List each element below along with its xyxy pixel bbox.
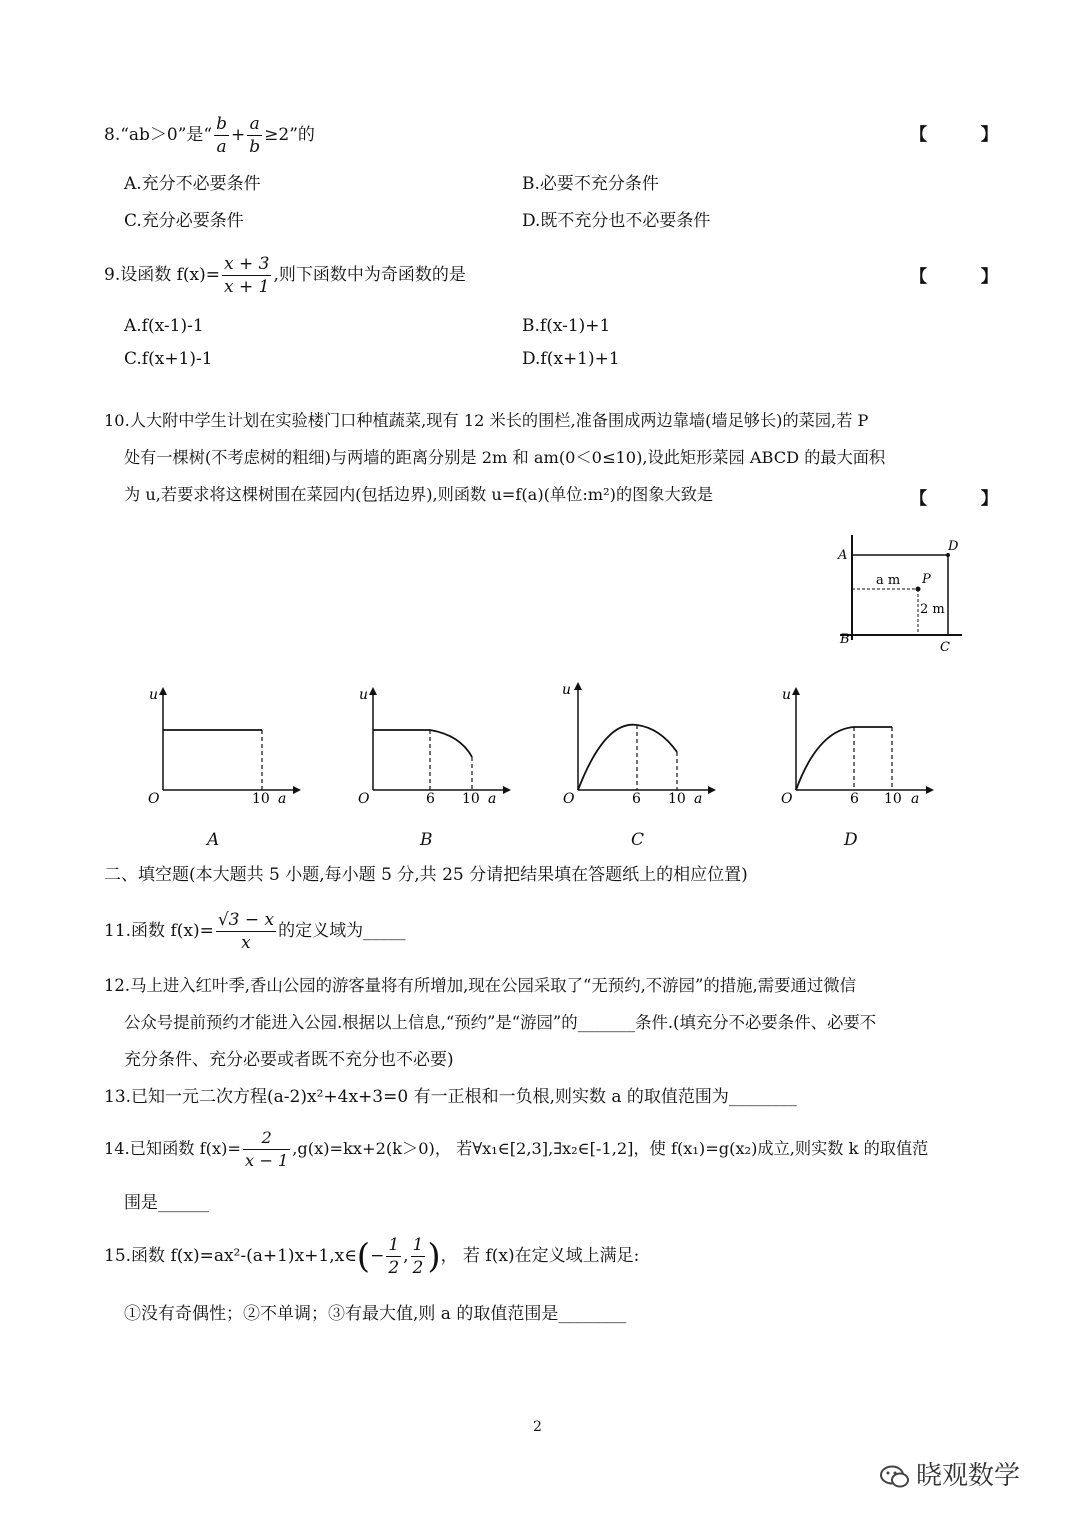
q8-plus: + bbox=[231, 125, 246, 145]
graph-b-t6: 6 bbox=[426, 791, 435, 807]
watermark-text: 晓观数学 bbox=[916, 1461, 1021, 1491]
q15-prefix: 15.函数 f(x)=ax²-(a+1)x+1,x∈ bbox=[104, 1246, 357, 1266]
graph-c-t6: 6 bbox=[632, 791, 641, 807]
wechat-icon bbox=[880, 1465, 910, 1489]
q9-prefix: 9.设函数 f(x)= bbox=[104, 265, 221, 285]
q15-interval-close: ) bbox=[427, 1236, 441, 1277]
q14-prefix: 14.已知函数 f(x)= bbox=[104, 1139, 241, 1158]
watermark-logo bbox=[880, 1455, 1020, 1492]
fig-label-d: D bbox=[948, 539, 959, 554]
q15-comma: , bbox=[403, 1246, 409, 1266]
graph-d-t6: 6 bbox=[850, 791, 859, 807]
section2-heading: 二、填空题(本大题共 5 小题,每小题 5 分,共 25 分请把结果填在答题纸上的相应位置) bbox=[104, 865, 748, 885]
graph-c-t10: 10 bbox=[668, 791, 686, 807]
q8-option-a: A.充分不必要条件 bbox=[124, 174, 261, 194]
graph-a-label: A bbox=[207, 830, 220, 850]
q12-line2: 公众号提前预约才能进入公园.根据以上信息,“预约”是“游园”的_______条件.(填充分不必要条件、必要不 bbox=[124, 1013, 877, 1032]
q15-stem bbox=[104, 1230, 639, 1282]
q15-interval: ( bbox=[356, 1236, 371, 1277]
q9-frac bbox=[222, 253, 271, 298]
graph-c-u: u bbox=[562, 682, 572, 698]
graph-c-a: a bbox=[694, 791, 703, 807]
q11-prefix: 11.函数 f(x)= bbox=[104, 921, 214, 941]
q15-frac1-den: 2 bbox=[388, 1258, 400, 1278]
q9-frac-den: x + 1 bbox=[224, 277, 270, 297]
fig-label-a: A bbox=[838, 548, 848, 563]
q8-frac2-num: a bbox=[247, 113, 262, 136]
q15-frac2-num: 1 bbox=[412, 1235, 424, 1255]
q13-text: 13.已知一元二次方程(a-2)x²+4x+3=0 有一正根和一负根,则实数 a 的取值范围为________ bbox=[104, 1087, 797, 1107]
q11-frac bbox=[216, 909, 276, 954]
q9-option-b: B.f(x-1)+1 bbox=[522, 316, 611, 336]
q14-frac bbox=[243, 1127, 290, 1172]
fig-label-c: C bbox=[940, 640, 950, 655]
graph-d-a: a bbox=[911, 791, 920, 807]
graph-a-o: O bbox=[148, 791, 160, 807]
q15-minus: − bbox=[370, 1246, 385, 1266]
q12-line3: 充分条件、充分必要或者既不充分也不必要) bbox=[124, 1050, 454, 1070]
q12-line1: 12.马上进入红叶季,香山公园的游客量将有所增加,现在公园采取了“无预约,不游园”的措施,需要通过微信 bbox=[104, 976, 857, 995]
graph-d-u: u bbox=[782, 687, 792, 703]
graph-d-t10: 10 bbox=[884, 791, 902, 807]
page-number: 2 bbox=[533, 1419, 542, 1435]
graph-c bbox=[560, 680, 720, 810]
q15-frac2 bbox=[411, 1234, 426, 1279]
graph-d bbox=[778, 685, 938, 810]
q8-frac1-num: b bbox=[216, 114, 228, 134]
q8-suffix: ≥2”的 bbox=[264, 125, 315, 145]
graph-d-o: O bbox=[781, 791, 793, 807]
q15-frac2-den: 2 bbox=[412, 1258, 424, 1278]
q8-stem bbox=[104, 110, 315, 160]
q14-line2: 围是______ bbox=[124, 1193, 209, 1213]
graph-c-o: O bbox=[563, 791, 575, 807]
q8-prefix: 8.“ab＞0”是“ bbox=[104, 125, 213, 145]
graph-b-a: a bbox=[488, 791, 497, 807]
q8-frac2-den: b bbox=[249, 137, 261, 157]
q8-frac1-den: a bbox=[216, 137, 227, 157]
q10-line3: 为 u,若要求将这棵树围在菜园内(包括边界),则函数 u=f(a)(单位:m²)的图象大致是 bbox=[124, 485, 714, 504]
q14-frac-den: x − 1 bbox=[244, 1151, 289, 1170]
fig-label-2m: 2 m bbox=[920, 602, 945, 617]
fig-label-am: a m bbox=[876, 573, 901, 588]
graph-a-t10: 10 bbox=[252, 791, 270, 807]
q9-suffix: ,则下函数中为奇函数的是 bbox=[273, 265, 466, 285]
q9-answer-bracket: 【 】 bbox=[910, 267, 1022, 287]
graph-c-label: C bbox=[631, 830, 645, 850]
graph-d-label: D bbox=[844, 830, 858, 850]
q11-frac-den: x bbox=[241, 933, 251, 953]
q9-option-c: C.f(x+1)-1 bbox=[124, 349, 213, 369]
q11-suffix: 的定义域为_____ bbox=[278, 921, 406, 941]
q15-suffix: ， 若 f(x)在定义域上满足: bbox=[440, 1246, 640, 1266]
garden-diagram bbox=[830, 535, 970, 660]
q8-answer-bracket: 【 】 bbox=[910, 125, 1022, 145]
q15-frac1 bbox=[386, 1234, 401, 1279]
q14-suffix: ,g(x)=kx+2(k＞0)， 若∀x₁∈[2,3],∃x₂∈[-1,2]，使 f(x₁)=g(x₂)成立,则实数 k 的取值范 bbox=[292, 1139, 929, 1158]
fig-label-b: B bbox=[840, 632, 850, 647]
q15-line2: ①没有奇偶性；②不单调；③有最大值,则 a 的取值范围是________ bbox=[124, 1304, 627, 1324]
graph-a-u: u bbox=[149, 687, 159, 703]
graph-b-u: u bbox=[359, 687, 369, 703]
q11-frac-num: √3 − x bbox=[217, 910, 275, 930]
q9-option-a: A.f(x-1)-1 bbox=[124, 316, 204, 336]
graph-a bbox=[145, 685, 305, 810]
graph-b bbox=[355, 685, 515, 810]
q15-frac1-num: 1 bbox=[388, 1235, 400, 1255]
graph-b-t10: 10 bbox=[462, 791, 480, 807]
q8-option-c: C.充分必要条件 bbox=[124, 211, 244, 231]
q10-answer-bracket: 【 】 bbox=[910, 489, 1022, 509]
q10-line2: 处有一棵树(不考虑树的粗细)与两墙的距离分别是 2m 和 am(0＜0≤10),设此矩形菜园 ABCD 的最大面积 bbox=[124, 448, 886, 467]
q9-option-d: D.f(x+1)+1 bbox=[522, 349, 620, 369]
q8-option-b: B.必要不充分条件 bbox=[522, 174, 659, 194]
q14-stem bbox=[104, 1123, 928, 1175]
graph-b-o: O bbox=[358, 791, 370, 807]
q10-line1: 10.人大附中学生计划在实验楼门口种植蔬菜,现有 12 米长的围栏,准备围成两边靠墙(墙足够长)的菜园,若 P bbox=[104, 411, 869, 430]
q8-frac2 bbox=[247, 113, 262, 158]
q9-stem bbox=[104, 250, 466, 300]
graph-b-label: B bbox=[420, 830, 433, 850]
graph-a-a: a bbox=[278, 791, 287, 807]
q8-option-d: D.既不充分也不必要条件 bbox=[522, 211, 711, 231]
q11-stem bbox=[104, 905, 406, 957]
q14-frac-num: 2 bbox=[243, 1127, 290, 1150]
q9-frac-num: x + 3 bbox=[224, 254, 270, 274]
fig-label-p: P bbox=[922, 572, 931, 587]
q8-frac1 bbox=[214, 113, 229, 158]
